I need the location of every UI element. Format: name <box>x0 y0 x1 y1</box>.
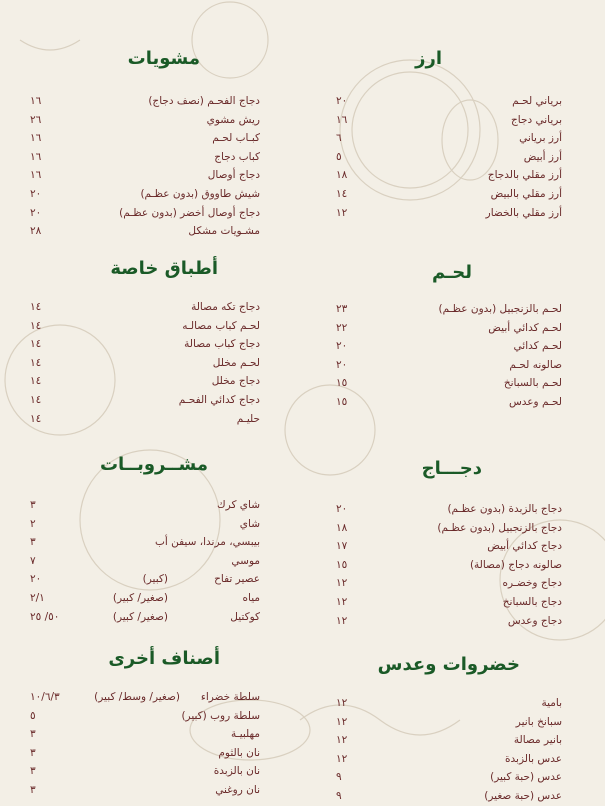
list-item <box>20 744 288 763</box>
item-price: ٢ <box>30 517 36 530</box>
item-name: أرز مقلي بالخضار <box>485 206 562 219</box>
item-price: ٢٣ <box>336 303 348 315</box>
list-item <box>318 185 590 204</box>
section-title: لحـم <box>432 262 472 283</box>
item-name: عصير تفاح <box>214 573 260 586</box>
list-item <box>318 129 590 148</box>
list-item <box>318 337 590 356</box>
list-item <box>318 519 590 538</box>
list-item <box>318 92 590 111</box>
item-name: دجاج مخلل <box>211 375 260 388</box>
list-item <box>20 335 288 354</box>
item-price: ١٢ <box>336 595 348 608</box>
item-price: ٣ <box>30 783 36 796</box>
item-price: ٢/١ <box>30 591 45 604</box>
item-name: عدس بالزبدة <box>505 752 562 765</box>
item-price: ٩ <box>336 771 342 784</box>
item-price: ١٦ <box>30 150 42 163</box>
item-name: مشـويات مشكل <box>188 225 260 238</box>
item-name: موسي <box>231 554 260 567</box>
item-price: ٩ <box>336 789 342 802</box>
list-item <box>318 319 590 338</box>
list-item <box>20 317 288 336</box>
item-price: ١٥ <box>336 377 348 390</box>
item-name: لحـم بالسبانخ <box>503 377 562 390</box>
list-item <box>318 593 590 612</box>
item-price: ١٥ <box>336 558 348 571</box>
list-item <box>20 496 288 515</box>
item-name: برياني لحـم <box>512 95 562 107</box>
list-item <box>20 92 288 111</box>
list-item <box>318 204 590 223</box>
list-item <box>20 552 288 571</box>
list-item <box>318 750 590 769</box>
item-name: صالونه دجاج (مصالة) <box>469 558 562 571</box>
list-item <box>318 148 590 167</box>
item-name: دجاج تكه مصالة <box>191 301 260 313</box>
item-name: بيبسي، مرندا، سيفن أب <box>154 536 260 549</box>
item-name: دجاج كدائي الفحـم <box>178 393 260 406</box>
list-item <box>20 354 288 373</box>
item-name: صالونه لحـم <box>509 358 562 371</box>
item-price: ١٤ <box>336 187 348 200</box>
list-item <box>20 391 288 410</box>
item-name: دجاج أوصال أخضر (بدون عظـم) <box>119 206 260 219</box>
item-name: شاي <box>239 517 260 530</box>
item-price: ١٨ <box>336 169 348 182</box>
section-title: مشويات <box>127 48 200 69</box>
item-name: بانير مصالة <box>513 734 562 747</box>
list-item <box>318 111 590 130</box>
item-note: (صغير/ وسط/ كبير) <box>94 691 180 703</box>
list-item <box>20 707 288 726</box>
item-price: ٣ <box>30 746 36 759</box>
item-name: دجاج كدائي أبيض <box>487 540 562 553</box>
item-name: دجاج الفحـم (نصف دجاج) <box>148 95 260 107</box>
item-note: (كبير) <box>142 573 168 586</box>
item-price: ١٢ <box>336 715 348 728</box>
section-title: مشــروبــات <box>99 454 208 475</box>
item-name: عدس (حبة كبير) <box>490 771 562 784</box>
item-price: ١٦ <box>30 132 42 145</box>
list-item <box>318 300 590 319</box>
item-name: بامية <box>541 697 562 709</box>
item-price: ١٤ <box>30 412 42 425</box>
section-title: خضروات وعدس <box>377 654 520 675</box>
list-item <box>20 410 288 429</box>
item-price: ١٤ <box>30 319 42 332</box>
list-item <box>20 298 288 317</box>
list-item <box>318 612 590 631</box>
list-item <box>20 515 288 534</box>
list-item <box>20 725 288 744</box>
item-name: نان بالزبدة <box>213 765 260 778</box>
item-name: حليـم <box>236 412 260 425</box>
item-price: ١٤ <box>30 393 42 406</box>
list-item <box>20 781 288 800</box>
item-price: ١٠/٦/٣ <box>30 691 60 703</box>
item-price: ١٦ <box>336 113 348 126</box>
list-item <box>20 222 288 241</box>
list-item <box>20 762 288 781</box>
item-name: لحـم كدائي <box>513 340 562 353</box>
item-price: ١٨ <box>336 521 348 534</box>
item-name: شيش طاووق (بدون عظـم) <box>140 187 260 200</box>
item-name: لحـم كدائي أبيض <box>488 321 562 334</box>
item-name: ريش مشوي <box>206 113 260 126</box>
item-price: ١٦ <box>30 95 42 107</box>
item-price: ٥ <box>30 709 36 722</box>
list-item <box>318 374 590 393</box>
item-price: ١٤ <box>30 338 42 351</box>
list-item <box>318 713 590 732</box>
item-name: دجاج بالسبانخ <box>502 595 562 608</box>
list-item <box>318 694 590 713</box>
item-price: ١٤ <box>30 375 42 388</box>
list-item <box>318 556 590 575</box>
section-title: أطباق خاصة <box>110 258 218 279</box>
item-name: مياه <box>242 591 260 604</box>
item-price: ٢٠ <box>336 358 348 371</box>
item-name: أرز مقلي بالدجاج <box>487 169 562 182</box>
item-price: ٢٠ <box>30 187 42 200</box>
list-item <box>20 589 288 608</box>
list-item <box>20 129 288 148</box>
item-price: ٢٠ <box>30 206 42 219</box>
item-price: ٢٦ <box>30 113 42 126</box>
list-item <box>20 533 288 552</box>
list-item <box>20 204 288 223</box>
item-price: ٣ <box>30 499 36 511</box>
list-item <box>318 356 590 375</box>
list-item <box>318 768 590 787</box>
item-price: ١٤ <box>30 301 42 313</box>
list-item <box>318 537 590 556</box>
list-item <box>318 393 590 412</box>
item-name: أرز مقلي بالبيض <box>490 187 562 200</box>
item-name: نان روغني <box>215 783 260 796</box>
item-price: ٥٠/ ٢٥ <box>30 610 60 623</box>
item-price: ٦ <box>336 132 342 145</box>
item-price: ١٥ <box>336 395 348 408</box>
item-price: ٢٠ <box>336 95 348 107</box>
list-item <box>20 688 288 707</box>
item-price: ١٢ <box>336 752 348 765</box>
list-item <box>20 148 288 167</box>
item-price: ٢٠ <box>30 573 42 586</box>
section-title: أصناف أخرى <box>108 648 220 669</box>
item-name: لحـم مخلل <box>212 356 260 369</box>
item-name: دجاج كباب مصالة <box>184 338 260 351</box>
item-name: دجاج أوصال <box>207 169 260 182</box>
list-item <box>20 111 288 130</box>
list-item <box>20 166 288 185</box>
list-item <box>20 185 288 204</box>
item-name: لحـم وعدس <box>508 395 562 408</box>
section-title: دجـــاج <box>421 458 482 479</box>
item-name: عدس (حبة صغير) <box>484 789 562 802</box>
list-item <box>318 166 590 185</box>
section-title: ارز <box>415 48 442 69</box>
item-price: ٢٨ <box>30 225 42 238</box>
list-item <box>20 570 288 589</box>
item-name: برياني دجاج <box>511 113 562 126</box>
item-name: كبـاب لحـم <box>212 132 260 145</box>
list-item <box>318 574 590 593</box>
item-name: أرز برياني <box>519 132 562 145</box>
item-price: ٢٠ <box>336 340 348 353</box>
item-price: ١٢ <box>336 206 348 219</box>
item-price: ٧ <box>30 554 36 567</box>
item-price: ١٢ <box>336 697 348 709</box>
item-price: ٣ <box>30 536 36 549</box>
item-price: ٣ <box>30 765 36 778</box>
item-name: مهلبيـة <box>231 728 260 741</box>
item-price: ٢٠ <box>336 503 348 515</box>
item-name: سبانخ بانير <box>515 715 562 728</box>
item-name: لحـم بالزنجبيل (بدون عظـم) <box>438 303 562 315</box>
list-item <box>318 500 590 519</box>
item-price: ٢٢ <box>336 321 348 334</box>
item-name: سلطة خضراء <box>200 691 260 703</box>
item-name: كباب دجاج <box>214 150 260 163</box>
item-price: ١٧ <box>336 540 348 553</box>
item-name: دجاج بالزبدة (بدون عظـم) <box>447 503 562 515</box>
item-note: (صغير/ كبير) <box>112 610 168 623</box>
item-name: كوكتيل <box>230 610 260 623</box>
item-price: ١٢ <box>336 734 348 747</box>
list-item <box>20 372 288 391</box>
item-name: لحـم كباب مصالـه <box>182 319 260 332</box>
item-note: (صغير/ كبير) <box>112 591 168 604</box>
item-name: دجاج بالزنجبيل (بدون عظـم) <box>437 521 562 534</box>
item-name: شاي كرك <box>217 499 260 511</box>
item-name: دجاج وعدس <box>507 614 562 627</box>
item-price: ١٤ <box>30 356 42 369</box>
list-item <box>318 731 590 750</box>
item-price: ٣ <box>30 728 36 741</box>
item-name: أرز أبيض <box>523 150 562 163</box>
item-name: دجاج وخضـره <box>502 577 562 590</box>
item-price: ١٦ <box>30 169 42 182</box>
item-name: نان بالثوم <box>218 746 260 759</box>
list-item <box>20 608 288 627</box>
item-price: ١٢ <box>336 577 348 590</box>
item-price: ١٢ <box>336 614 348 627</box>
item-price: ٥ <box>336 150 342 163</box>
item-name: سلطة روب (كبير) <box>181 709 260 722</box>
